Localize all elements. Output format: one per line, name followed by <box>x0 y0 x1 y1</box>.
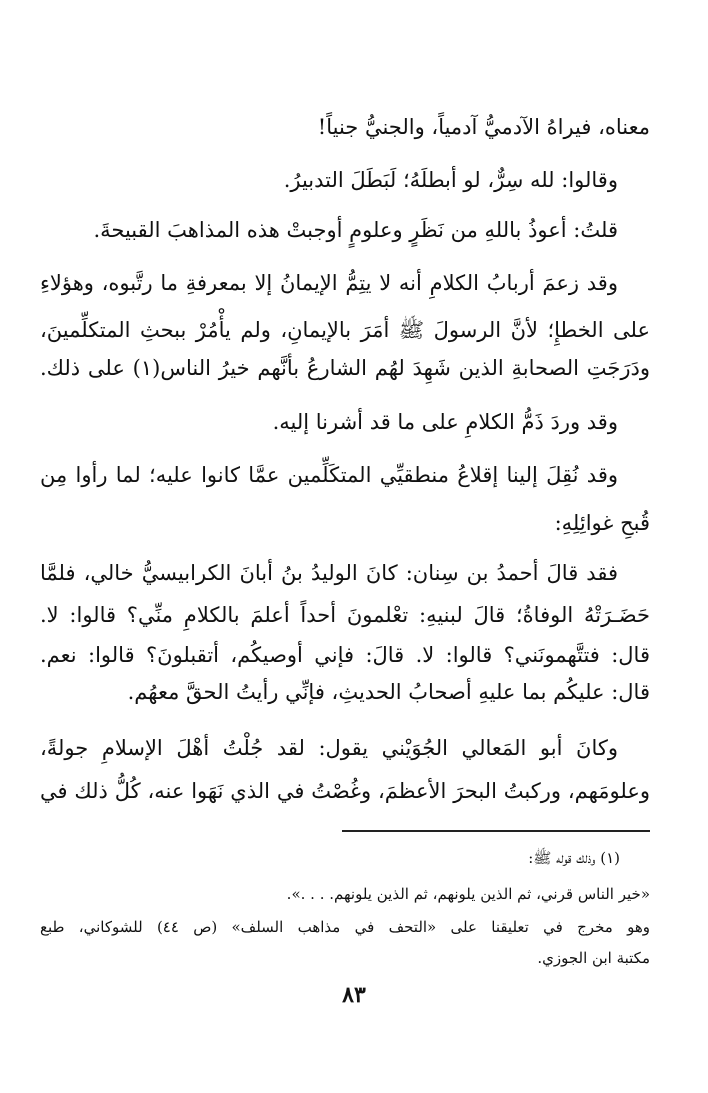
footnote-separator <box>342 830 650 832</box>
body-line: قُبحِ غوائِلِهِ: <box>554 511 650 535</box>
body-line: قال: عليكُم بما عليهِ أصحابُ الحديثِ، فإنِّي رأيتُ الحقَّ معهُم. <box>127 680 650 704</box>
body-line: على الخطإِ؛ لأنَّ الرسولَ ﷺ أمَرَ بالإيمانِ، ولم يأْمُرْ ببحثِ المتكلِّمينَ، <box>40 318 650 342</box>
body-line: ودَرَجَتِ الصحابةِ الذين شَهِدَ لهُم الشارعُ بأنَّهم خيرُ الناس(١) على ذلك. <box>40 356 651 380</box>
body-line: حَضَـرَتْهُ الوفاةُ؛ قالَ لبنيهِ: تعْلمونَ أحداً أعلمَ بالكلامِ منِّي؟ قالوا: لا. <box>40 603 650 627</box>
body-line: وقالوا: لله سِرٌّ، لو أبطلَهُ؛ لَبَطَلَ التدبيرُ. <box>283 168 618 192</box>
body-line: وقد نُقِلَ إلينا إقلاعُ منطقيِّي المتكَلِّمين عمَّا كانوا عليه؛ لما رأوا مِن <box>40 463 618 487</box>
body-line: فقد قالَ أحمدُ بن سِنان: كانَ الوليدُ بنُ أبانَ الكرابيسيُّ خالي، فلمَّا <box>40 561 618 585</box>
body-line: قال: فتتَّهمونَني؟ قالوا: لا. قالَ: فإني أوصيكُم، أتقبلونَ؟ قالوا: نعم. <box>40 643 650 667</box>
body-line: وقد زعمَ أربابُ الكلامِ أنه لا يتِمُّ الإيمانُ إلا بمعرفةِ ما رتَّبوه، وهؤلاءِ <box>40 271 618 295</box>
body-line: وكانَ أبو المَعالي الجُوَيْني يقول: لقد جُلْتُ أهْلَ الإسلامِ جولةً، <box>40 736 618 760</box>
page-number: ٨٣ <box>342 982 366 1008</box>
body-line: قلتُ: أعوذُ باللهِ من نَظَرٍ وعلومٍ أوجبتْ هذه المذاهبَ القبيحةَ. <box>93 218 618 242</box>
body-line: معناه، فيراهُ الآدميُّ آدمياً، والجنيُّ جنياً! <box>317 115 650 139</box>
footnote-line: وهو مخرج في تعليقنا على «التحف في مذاهب السلف» (ص ٤٤) للشوكاني، طبع <box>40 918 650 936</box>
body-line: وقد وردَ ذَمُّ الكلامِ على ما قد أشرنا إليه. <box>272 410 618 434</box>
footnote-line: مكتبة ابن الجوزي. <box>537 949 650 967</box>
footnote-line: «خير الناس قرني، ثم الذين يلونهم، ثم الذين يلونهم. . . .». <box>286 885 650 903</box>
body-line: وعلومَهم، وركبتُ البحرَ الأعظمَ، وغُصْتُ في الذي نَهَوا عنه، كُلُّ ذلك في <box>40 779 650 803</box>
footnote-line: (١) وذلك قوله ﷺ: <box>528 849 620 867</box>
